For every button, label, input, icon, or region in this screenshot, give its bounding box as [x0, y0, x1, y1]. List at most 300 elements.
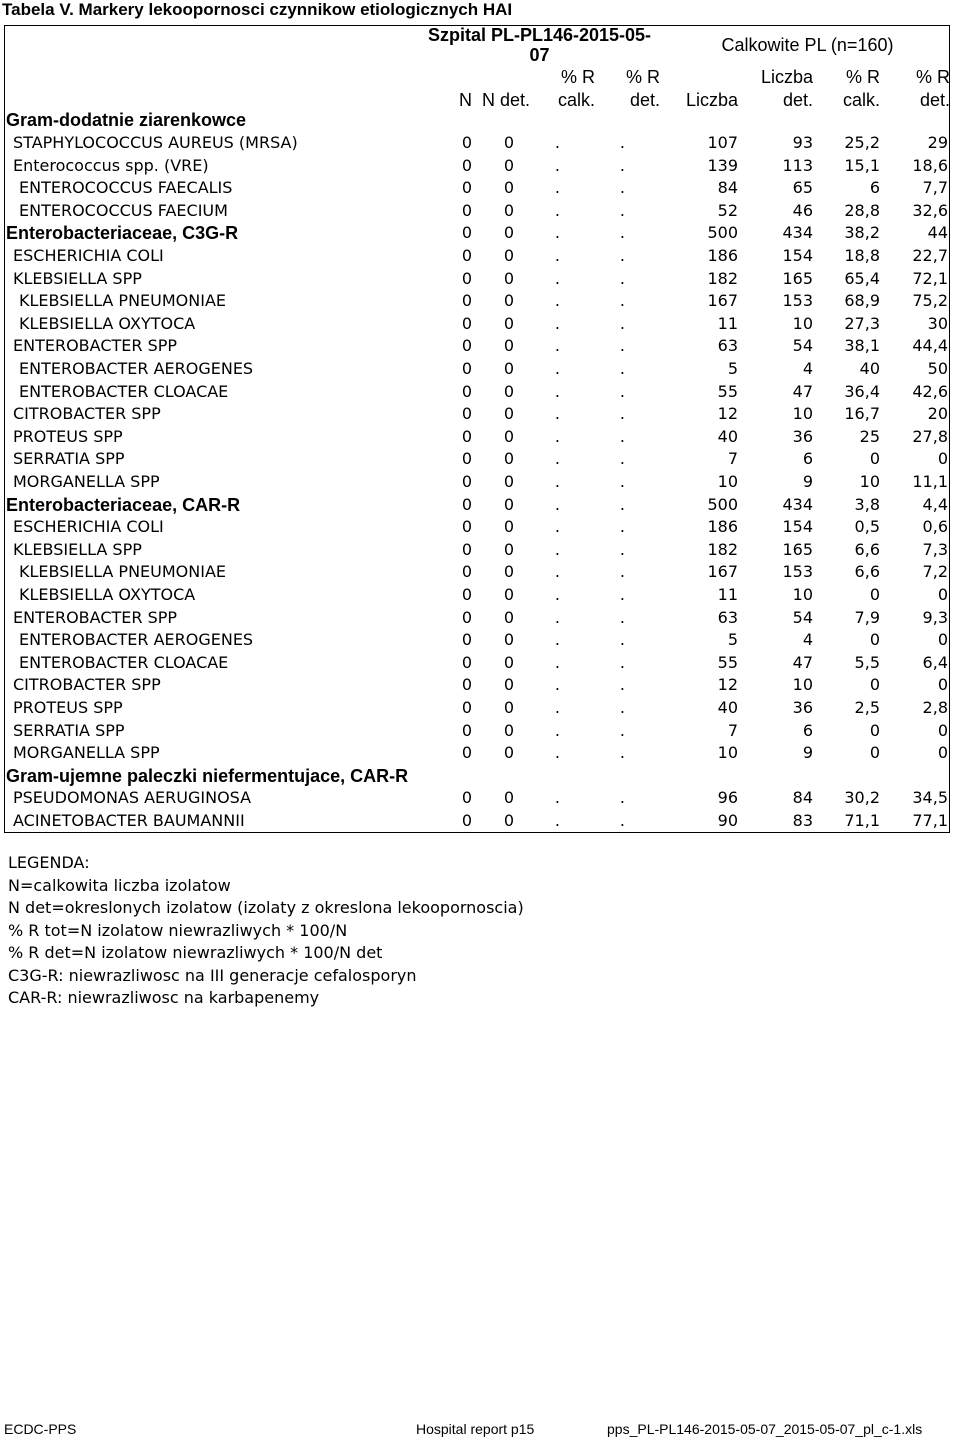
cell-rdet: . [619, 133, 625, 152]
cell-trcalk: 6,6 [854, 562, 880, 582]
cell-trdet: 29 [927, 133, 948, 152]
cell-trcalk: 0,5 [854, 517, 880, 537]
cell-n: 0 [461, 539, 472, 559]
cell-n: 0 [461, 178, 472, 198]
cell-ndet: 0 [503, 743, 514, 763]
total-header: Calkowite PL (n=160) [721, 35, 894, 55]
cell-trdet: 0 [937, 675, 948, 695]
cell-liczbadet: 47 [792, 381, 813, 401]
cell-liczbadet: 10 [792, 404, 813, 424]
cell-liczba: 10 [717, 472, 738, 491]
cell-liczbadet: 4 [802, 359, 813, 378]
cell-liczba: 55 [717, 652, 738, 672]
organism-label: KLEBSIELLA SPP [13, 539, 142, 559]
cell-trdet: 0 [937, 449, 948, 469]
cell-trcalk: 71,1 [844, 811, 880, 830]
cell-rcalk: . [554, 630, 560, 650]
cell-ndet: 0 [503, 539, 514, 559]
cell-liczbadet: 165 [782, 268, 813, 288]
cell-ndet: 0 [503, 359, 514, 378]
col-rcalk-header-1: % R [560, 67, 595, 87]
cell-n: 0 [461, 517, 472, 537]
cell-rdet: . [619, 720, 625, 740]
cell-rdet: . [619, 788, 625, 808]
cell-n: 0 [461, 426, 472, 446]
cell-trdet: 0 [937, 585, 948, 604]
organism-label: CITROBACTER SPP [13, 675, 161, 695]
cell-rcalk: . [554, 472, 560, 491]
cell-ndet: 0 [503, 607, 514, 627]
footer-left: ECDC-PPS [4, 1421, 77, 1437]
cell-ndet: 0 [503, 652, 514, 672]
cell-liczbadet: 47 [792, 652, 813, 672]
organism-label: Enterococcus spp. (VRE) [13, 155, 209, 175]
cell-n: 0 [461, 652, 472, 672]
cell-trdet: 50 [927, 359, 948, 378]
cell-trdet: 0 [937, 720, 948, 740]
cell-rcalk: . [554, 720, 560, 740]
cell-n: 0 [461, 223, 472, 243]
cell-liczba: 186 [707, 246, 738, 265]
cell-n: 0 [461, 404, 472, 424]
cell-rdet: . [619, 426, 625, 446]
cell-liczbadet: 9 [802, 743, 813, 763]
cell-trcalk: 0 [869, 675, 880, 695]
cell-trcalk: 0 [869, 449, 880, 469]
cell-rdet: . [619, 268, 625, 288]
cell-rdet: . [619, 200, 625, 220]
cell-trdet: 7,3 [922, 539, 948, 559]
cell-trcalk: 15,1 [844, 155, 880, 175]
cell-liczbadet: 10 [792, 675, 813, 695]
cell-trcalk: 6 [869, 178, 880, 198]
cell-liczba: 40 [717, 698, 738, 717]
cell-rcalk: . [554, 426, 560, 446]
cell-trdet: 34,5 [912, 788, 948, 808]
col-rdet-header-1: % R [625, 67, 660, 87]
cell-ndet: 0 [503, 720, 514, 740]
organism-label: MORGANELLA SPP [13, 743, 160, 763]
cell-rcalk: . [554, 607, 560, 627]
cell-trdet: 30 [927, 313, 948, 333]
cell-rcalk: . [554, 133, 560, 152]
cell-liczba: 107 [707, 133, 738, 152]
cell-rdet: . [619, 359, 625, 378]
cell-liczbadet: 154 [782, 246, 813, 265]
cell-ndet: 0 [503, 630, 514, 650]
cell-trcalk: 2,5 [854, 698, 880, 717]
cell-trcalk: 25 [859, 426, 880, 446]
cell-trcalk: 68,9 [844, 291, 880, 311]
cell-liczbadet: 83 [792, 811, 813, 830]
organism-label: KLEBSIELLA PNEUMONIAE [19, 291, 226, 311]
cell-liczba: 500 [707, 494, 738, 514]
cell-liczba: 12 [717, 404, 738, 424]
col-trcalk-header-2: calk. [842, 90, 880, 110]
cell-liczbadet: 54 [792, 336, 813, 356]
group-heading: Enterobacteriaceae, CAR-R [6, 494, 241, 515]
col-liczbadet-header-2: det. [782, 90, 813, 110]
cell-rdet: . [619, 743, 625, 763]
cell-liczbadet: 10 [792, 585, 813, 604]
cell-ndet: 0 [503, 178, 514, 198]
cell-liczba: 186 [707, 517, 738, 537]
cell-liczbadet: 434 [782, 494, 813, 514]
legend-title: LEGENDA: [8, 853, 90, 872]
cell-ndet: 0 [503, 788, 514, 808]
cell-n: 0 [461, 585, 472, 604]
col-n-header: N [459, 90, 472, 110]
cell-rcalk: . [554, 223, 560, 243]
legend-line: % R tot=N izolatow niewrazliwych * 100/N [8, 920, 348, 940]
cell-trdet: 44 [927, 223, 948, 243]
organism-label: ESCHERICHIA COLI [13, 517, 164, 537]
cell-liczbadet: 84 [792, 788, 813, 808]
footer-right: pps_PL-PL146-2015-05-07_2015-05-07_pl_c-1.xls [607, 1421, 923, 1437]
cell-n: 0 [461, 133, 472, 152]
legend-line: C3G-R: niewrazliwosc na III generacje cefalosporyn [8, 965, 417, 985]
col-rdet-header-2: det. [629, 90, 660, 110]
cell-rdet: . [619, 630, 625, 650]
cell-trdet: 0 [937, 630, 948, 650]
cell-rdet: . [619, 178, 625, 198]
cell-n: 0 [461, 630, 472, 650]
cell-n: 0 [461, 607, 472, 627]
cell-rdet: . [619, 517, 625, 537]
cell-liczbadet: 9 [802, 472, 813, 491]
cell-liczba: 5 [727, 630, 738, 650]
organism-label: ESCHERICHIA COLI [13, 246, 164, 265]
organism-label: PROTEUS SPP [13, 698, 123, 717]
organism-label: ENTEROBACTER CLOACAE [19, 381, 229, 401]
cell-rdet: . [619, 336, 625, 356]
cell-trcalk: 25,2 [844, 133, 880, 152]
cell-liczba: 11 [717, 313, 738, 333]
col-ndet-header: N det. [481, 90, 530, 110]
cell-liczba: 500 [707, 223, 738, 243]
cell-liczbadet: 36 [792, 698, 813, 717]
group-heading: Gram-ujemne paleczki niefermentujace, CAR-R [6, 765, 409, 786]
cell-liczba: 167 [707, 562, 738, 582]
cell-ndet: 0 [503, 155, 514, 175]
cell-trcalk: 16,7 [844, 404, 880, 424]
col-rcalk-header-2: calk. [557, 90, 595, 110]
cell-n: 0 [461, 268, 472, 288]
cell-rcalk: . [554, 200, 560, 220]
cell-trdet: 6,4 [922, 652, 948, 672]
cell-n: 0 [461, 811, 472, 830]
cell-trdet: 2,8 [922, 698, 948, 717]
organism-label: KLEBSIELLA PNEUMONIAE [19, 562, 226, 582]
cell-rdet: . [619, 472, 625, 491]
cell-liczbadet: 4 [802, 630, 813, 650]
cell-liczba: 10 [717, 743, 738, 763]
cell-rdet: . [619, 291, 625, 311]
cell-ndet: 0 [503, 426, 514, 446]
cell-n: 0 [461, 313, 472, 333]
group-heading: Gram-dodatnie ziarenkowce [6, 110, 247, 130]
cell-trcalk: 36,4 [844, 381, 880, 401]
cell-trdet: 44,4 [912, 336, 948, 356]
cell-liczbadet: 93 [792, 133, 813, 152]
cell-rdet: . [619, 246, 625, 265]
cell-trcalk: 38,2 [844, 223, 880, 243]
cell-rcalk: . [554, 404, 560, 424]
cell-liczba: 182 [707, 268, 738, 288]
cell-ndet: 0 [503, 517, 514, 537]
cell-trdet: 18,6 [912, 155, 948, 175]
cell-liczba: 12 [717, 675, 738, 695]
cell-rdet: . [619, 675, 625, 695]
cell-rdet: . [619, 811, 625, 830]
organism-label: ENTEROBACTER SPP [13, 607, 178, 627]
cell-trdet: 4,4 [922, 494, 948, 514]
organism-label: SERRATIA SPP [13, 720, 125, 740]
cell-liczbadet: 153 [782, 562, 813, 582]
cell-rdet: . [619, 698, 625, 717]
legend-line: CAR-R: niewrazliwosc na karbapenemy [8, 988, 320, 1007]
cell-rcalk: . [554, 313, 560, 333]
cell-ndet: 0 [503, 200, 514, 220]
organism-label: SERRATIA SPP [13, 449, 125, 469]
cell-liczbadet: 46 [792, 200, 813, 220]
cell-trcalk: 5,5 [854, 652, 880, 672]
col-trcalk-header-1: % R [845, 67, 880, 87]
col-trdet-header-2: det. [919, 90, 950, 110]
cell-rdet: . [619, 652, 625, 672]
cell-rcalk: . [554, 811, 560, 830]
cell-n: 0 [461, 743, 472, 763]
cell-liczba: 139 [707, 155, 738, 175]
cell-rcalk: . [554, 246, 560, 265]
organism-label: ENTEROBACTER CLOACAE [19, 652, 229, 672]
cell-trdet: 32,6 [912, 200, 948, 220]
cell-rcalk: . [554, 539, 560, 559]
cell-ndet: 0 [503, 246, 514, 265]
cell-ndet: 0 [503, 472, 514, 491]
cell-ndet: 0 [503, 811, 514, 830]
cell-n: 0 [461, 449, 472, 469]
cell-rdet: . [619, 313, 625, 333]
cell-rdet: . [619, 404, 625, 424]
cell-n: 0 [461, 788, 472, 808]
cell-trcalk: 0 [869, 743, 880, 763]
cell-ndet: 0 [503, 698, 514, 717]
cell-liczbadet: 113 [782, 155, 813, 175]
cell-rdet: . [619, 539, 625, 559]
group-heading: Enterobacteriaceae, C3G-R [6, 223, 239, 244]
cell-rdet: . [619, 585, 625, 604]
cell-liczba: 167 [707, 291, 738, 311]
organism-label: ENTEROBACTER SPP [13, 336, 178, 356]
cell-n: 0 [461, 291, 472, 311]
cell-ndet: 0 [503, 675, 514, 695]
organism-label: ENTEROBACTER AEROGENES [19, 359, 254, 378]
cell-rcalk: . [554, 562, 560, 582]
cell-rcalk: . [554, 494, 560, 514]
cell-rcalk: . [554, 336, 560, 356]
cell-liczbadet: 154 [782, 517, 813, 537]
cell-n: 0 [461, 675, 472, 695]
cell-trdet: 20 [927, 404, 948, 424]
organism-label: KLEBSIELLA SPP [13, 268, 142, 288]
cell-n: 0 [461, 562, 472, 582]
cell-rcalk: . [554, 359, 560, 378]
organism-label: ENTEROCOCCUS FAECIUM [19, 200, 228, 220]
organism-label: ENTEROBACTER AEROGENES [19, 630, 254, 650]
cell-trdet: 72,1 [912, 268, 948, 288]
cell-trcalk: 40 [859, 359, 880, 378]
cell-liczba: 11 [717, 585, 738, 604]
organism-label: ENTEROCOCCUS FAECALIS [19, 178, 233, 198]
legend-line: N=calkowita liczba izolatow [8, 875, 231, 895]
cell-trcalk: 38,1 [844, 336, 880, 356]
cell-rcalk: . [554, 788, 560, 808]
cell-rdet: . [619, 449, 625, 469]
cell-trdet: 27,8 [912, 426, 948, 446]
col-liczba-header: Liczba [685, 90, 738, 110]
cell-ndet: 0 [503, 268, 514, 288]
cell-liczba: 5 [727, 359, 738, 378]
cell-n: 0 [461, 155, 472, 175]
cell-n: 0 [461, 336, 472, 356]
cell-rcalk: . [554, 517, 560, 537]
cell-trcalk: 0 [869, 720, 880, 740]
cell-n: 0 [461, 359, 472, 378]
cell-trdet: 22,7 [912, 246, 948, 265]
cell-liczba: 182 [707, 539, 738, 559]
cell-rcalk: . [554, 381, 560, 401]
col-liczbadet-header-1: Liczba [760, 67, 813, 87]
hospital-header-line1: Szpital PL-PL146-2015-05- [427, 25, 652, 45]
cell-trdet: 7,2 [922, 562, 948, 582]
cell-rcalk: . [554, 585, 560, 604]
cell-n: 0 [461, 494, 472, 514]
cell-liczbadet: 36 [792, 426, 813, 446]
cell-rcalk: . [554, 698, 560, 717]
cell-rcalk: . [554, 268, 560, 288]
cell-trdet: 75,2 [912, 291, 948, 311]
cell-trdet: 11,1 [912, 472, 948, 491]
cell-trcalk: 28,8 [844, 200, 880, 220]
cell-liczba: 63 [717, 607, 738, 627]
cell-trcalk: 10 [859, 472, 880, 491]
cell-ndet: 0 [503, 585, 514, 604]
cell-liczba: 52 [717, 200, 738, 220]
cell-trcalk: 27,3 [844, 313, 880, 333]
cell-rcalk: . [554, 178, 560, 198]
cell-ndet: 0 [503, 494, 514, 514]
cell-liczba: 40 [717, 426, 738, 446]
cell-trcalk: 65,4 [844, 268, 880, 288]
cell-rdet: . [619, 223, 625, 243]
cell-trcalk: 0 [869, 630, 880, 650]
cell-liczba: 63 [717, 336, 738, 356]
cell-trcalk: 3,8 [854, 494, 880, 514]
hospital-header-line2: 07 [529, 45, 550, 65]
cell-rcalk: . [554, 743, 560, 763]
legend-line: % R det=N izolatow niewrazliwych * 100/N det [8, 943, 383, 962]
cell-liczba: 55 [717, 381, 738, 401]
footer-center: Hospital report p15 [416, 1421, 535, 1437]
legend [8, 852, 524, 1010]
cell-trcalk: 0 [869, 585, 880, 604]
cell-ndet: 0 [503, 133, 514, 152]
organism-label: PSEUDOMONAS AERUGINOSA [13, 788, 252, 808]
cell-trcalk: 7,9 [854, 607, 880, 627]
cell-liczbadet: 54 [792, 607, 813, 627]
organism-label: CITROBACTER SPP [13, 404, 161, 424]
cell-n: 0 [461, 200, 472, 220]
cell-liczbadet: 153 [782, 291, 813, 311]
cell-ndet: 0 [503, 336, 514, 356]
cell-rcalk: . [554, 675, 560, 695]
cell-rdet: . [619, 607, 625, 627]
cell-rdet: . [619, 562, 625, 582]
cell-liczbadet: 6 [802, 449, 813, 469]
cell-rdet: . [619, 494, 625, 514]
cell-trdet: 77,1 [912, 811, 948, 830]
cell-trcalk: 6,6 [854, 539, 880, 559]
cell-n: 0 [461, 381, 472, 401]
cell-ndet: 0 [503, 562, 514, 582]
organism-label: KLEBSIELLA OXYTOCA [19, 313, 196, 333]
cell-trdet: 0,6 [922, 517, 948, 537]
cell-ndet: 0 [503, 223, 514, 243]
cell-ndet: 0 [503, 449, 514, 469]
cell-rcalk: . [554, 449, 560, 469]
cell-liczbadet: 165 [782, 539, 813, 559]
cell-liczbadet: 6 [802, 720, 813, 740]
cell-liczbadet: 434 [782, 223, 813, 243]
organism-label: ACINETOBACTER BAUMANNII [13, 811, 245, 830]
cell-n: 0 [461, 698, 472, 717]
cell-trdet: 9,3 [922, 607, 948, 627]
cell-ndet: 0 [503, 313, 514, 333]
cell-liczba: 96 [717, 788, 738, 808]
organism-label: PROTEUS SPP [13, 426, 123, 446]
cell-liczbadet: 65 [792, 178, 813, 198]
cell-ndet: 0 [503, 291, 514, 311]
organism-label: STAPHYLOCOCCUS AUREUS (MRSA) [13, 133, 298, 152]
cell-rcalk: . [554, 652, 560, 672]
cell-trdet: 0 [937, 743, 948, 763]
cell-rdet: . [619, 381, 625, 401]
cell-n: 0 [461, 246, 472, 265]
cell-liczba: 7 [727, 720, 738, 740]
cell-ndet: 0 [503, 404, 514, 424]
cell-liczbadet: 10 [792, 313, 813, 333]
cell-trcalk: 18,8 [844, 246, 880, 265]
cell-liczba: 7 [727, 449, 738, 469]
cell-n: 0 [461, 472, 472, 491]
cell-rcalk: . [554, 291, 560, 311]
cell-rdet: . [619, 155, 625, 175]
organism-label: KLEBSIELLA OXYTOCA [19, 585, 196, 604]
cell-trdet: 7,7 [922, 178, 948, 198]
legend-line: N det=okreslonych izolatow (izolaty z okreslona lekoopornoscia) [8, 898, 524, 917]
table-title: Tabela V. Markery lekoopornosci czynnikow etiologicznych HAI [2, 0, 513, 19]
cell-rcalk: . [554, 155, 560, 175]
cell-n: 0 [461, 720, 472, 740]
cell-trcalk: 30,2 [844, 788, 880, 808]
cell-liczba: 84 [717, 178, 738, 198]
col-trdet-header-1: % R [915, 67, 950, 87]
cell-ndet: 0 [503, 381, 514, 401]
organism-label: MORGANELLA SPP [13, 472, 160, 491]
cell-trdet: 42,6 [912, 381, 948, 401]
cell-liczba: 90 [717, 811, 738, 830]
